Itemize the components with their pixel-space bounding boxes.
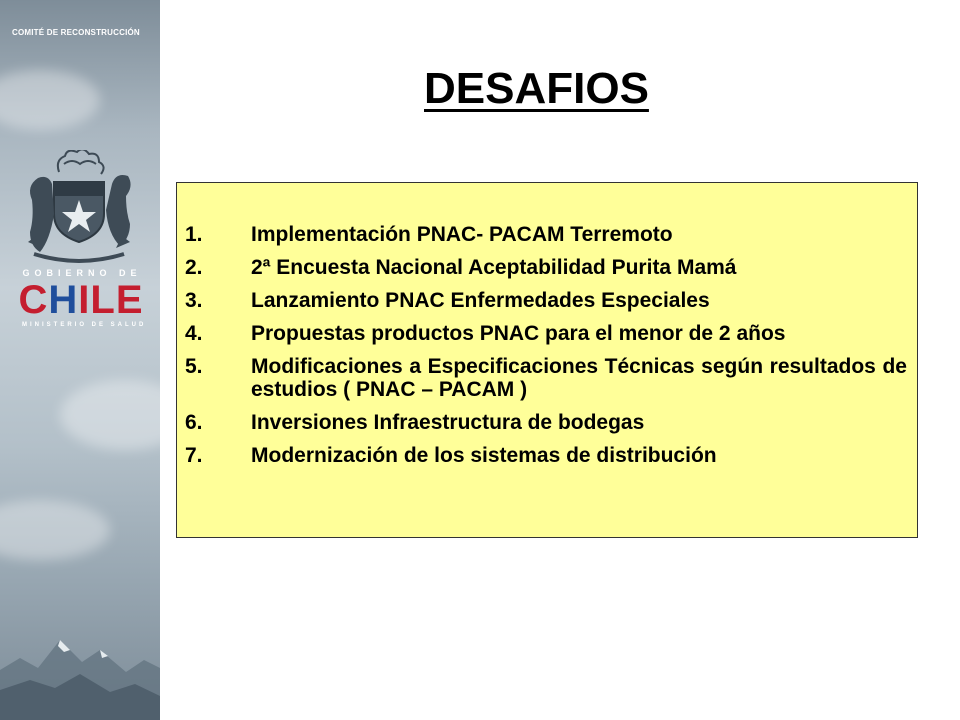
item-text: Lanzamiento PNAC Enfermedades Especiales: [251, 289, 710, 312]
cloud-decoration: [60, 380, 160, 450]
item-text: Modificaciones a Especificaciones Técnicas según resultados de estudios ( PNAC – PACAM ): [251, 355, 907, 401]
cloud-decoration: [0, 500, 110, 560]
chile-letter-c: C: [18, 278, 49, 322]
mountain-decoration: [0, 610, 160, 720]
item-text: Propuestas productos PNAC para el menor de 2 años: [251, 322, 786, 345]
chile-wordmark: [16, 280, 146, 320]
item-number: 5.: [185, 355, 203, 378]
list-item: [185, 355, 907, 401]
item-text: Inversiones Infraestructura de bodegas: [251, 411, 645, 434]
item-number: 2.: [185, 256, 203, 279]
item-text: Modernización de los sistemas de distribución: [251, 444, 717, 467]
item-number: 6.: [185, 411, 203, 434]
item-number: 4.: [185, 322, 203, 345]
challenges-box: [176, 182, 918, 538]
item-number: 1.: [185, 223, 203, 246]
item-text: Implementación PNAC- PACAM Terremoto: [251, 223, 673, 246]
cloud-decoration: [0, 70, 100, 130]
committee-label: COMITÉ DE RECONSTRUCCIÓN: [12, 28, 140, 37]
chile-letters-ile: ILE: [78, 278, 144, 322]
list-item: [185, 256, 907, 279]
item-text: 2ª Encuesta Nacional Aceptabilidad Purita Mamá: [251, 256, 737, 279]
sidebar-banner: [0, 0, 160, 720]
item-number: 3.: [185, 289, 203, 312]
item-number: 7.: [185, 444, 203, 467]
government-label: GOBIERNO DE: [22, 268, 142, 278]
list-item: [185, 223, 907, 246]
chile-letter-h: H: [48, 278, 79, 322]
challenges-list: [177, 183, 917, 467]
list-item: [185, 322, 907, 345]
list-item: [185, 289, 907, 312]
list-item: [185, 411, 907, 434]
coat-of-arms-icon: [14, 150, 144, 265]
list-item: [185, 444, 907, 467]
slide-title: DESAFIOS: [424, 64, 649, 113]
ministry-label: MINISTERIO DE SALUD: [22, 322, 147, 328]
